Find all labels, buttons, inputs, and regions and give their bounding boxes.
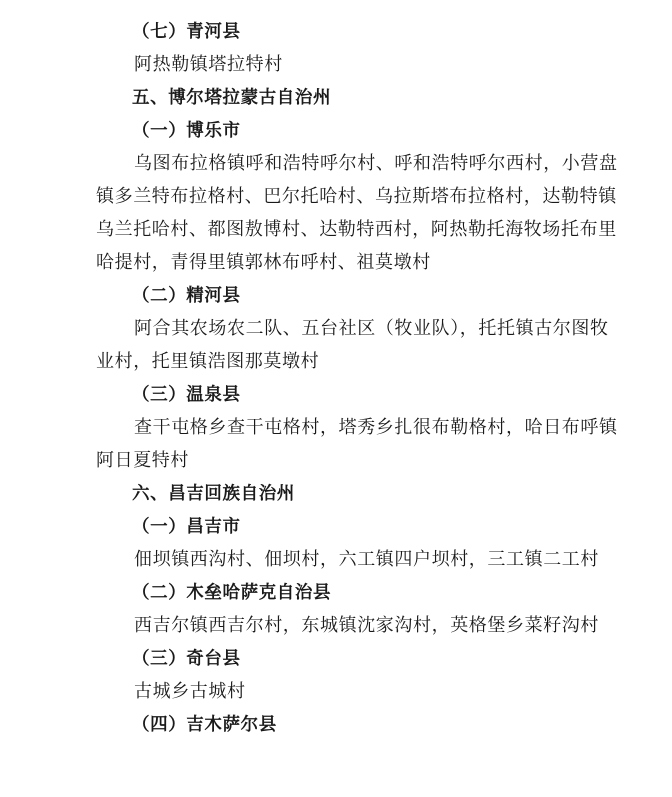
paragraph-bole-line-2: 镇多兰特布拉格村、巴尔托哈村、乌拉斯塔布拉格村，达勒特镇	[96, 186, 617, 207]
section-heading-changji: 六、昌吉回族自治州	[132, 484, 295, 504]
paragraph-bole-line-3: 乌兰托哈村、都图敖博村、达勒特西村，阿热勒托海牧场托布里	[96, 219, 617, 240]
subheading-qinghe-county: （七）青河县	[132, 22, 241, 42]
paragraph-wenquan-line-2: 阿日夏特村	[96, 450, 189, 471]
subheading-jimsar-county: （四）吉木萨尔县	[132, 715, 277, 735]
paragraph-qitai-villages: 古城乡古城村	[134, 681, 246, 702]
section-heading-bortala: 五、博尔塔拉蒙古自治州	[132, 88, 332, 108]
paragraph-jinghe-line-2: 业村，托里镇浩图那莫墩村	[96, 351, 320, 372]
subheading-wenquan-county: （三）温泉县	[132, 385, 241, 405]
paragraph-mulei-villages: 西吉尔镇西吉尔村，东城镇沈家沟村，英格堡乡菜籽沟村	[134, 615, 599, 636]
subheading-changji-city: （一）昌吉市	[132, 517, 241, 537]
paragraph-bole-line-1: 乌图布拉格镇呼和浩特呼尔村、呼和浩特呼尔西村，小营盘	[134, 153, 618, 174]
subheading-bole-city: （一）博乐市	[132, 121, 241, 141]
paragraph-qinghe-villages: 阿热勒镇塔拉特村	[134, 54, 283, 75]
subheading-qitai-county: （三）奇台县	[132, 649, 241, 669]
paragraph-jinghe-line-1: 阿合其农场农二队、五台社区（牧业队），托托镇古尔图牧	[134, 318, 609, 339]
paragraph-changji-villages: 佃坝镇西沟村、佃坝村，六工镇四户坝村，三工镇二工村	[134, 549, 599, 570]
subheading-mulei-county: （二）木垒哈萨克自治县	[132, 583, 332, 603]
subheading-jinghe-county: （二）精河县	[132, 286, 241, 306]
paragraph-bole-line-4: 哈提村，青得里镇郭林布呼村、祖莫墩村	[96, 252, 431, 273]
paragraph-wenquan-line-1: 查干屯格乡查干屯格村，塔秀乡扎很布勒格村，哈日布呼镇	[134, 417, 618, 438]
